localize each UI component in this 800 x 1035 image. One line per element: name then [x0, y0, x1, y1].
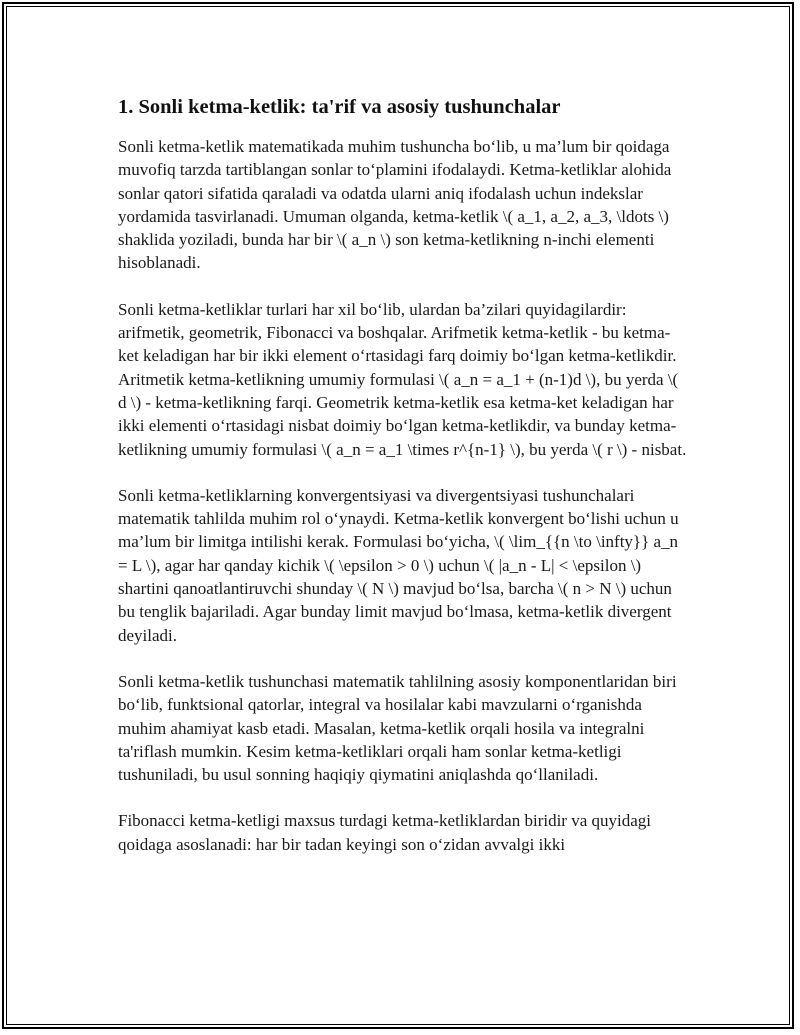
document-body	[118, 94, 688, 879]
paragraph-fibonacci: Fibonacci ketma-ketligi maxsus turdagi ketma-ketliklardan biridir va quyidagi qoidaga asoslanadi: har bir tadan keyingi son o‘zidan avvalgi ikki	[118, 811, 651, 854]
section-title: 1. Sonli ketma-ketlik: ta'rif va asosiy tushunchalar	[118, 96, 561, 118]
paragraph-convergence: Sonli ketma-ketliklarning konvergentsiyasi va divergentsiyasi tushunchalari matematik tahlilda muhim rol o‘ynaydi. Ketma-ketlik konvergent bo‘lishi uchun u ma’lum bir limitga intilishi kerak. Formulasi bo‘yicha, \( \lim_{{n \to \infty}} a_n = L \), agar har qanday kichik \( \epsilon > 0 \) uchun \( |a_n - L| < \epsilon \) shartini qanoatlantiruvchi shunday \( N \) mavjud bo‘lsa, barcha \( n > N \) uchun bu tenglik bajariladi. Agar bunday limit mavjud bo‘lmasa, ketma-ketlik divergent deyiladi.	[118, 485, 679, 645]
paragraph-sequence-types: Sonli ketma-ketliklar turlari har xil bo‘lib, ulardan ba’zilari quyidagilardir: arifmetik, geometrik, Fibonacci va boshqalar. Arifmetik ketma-ketlik - bu ketma-ket keladigan har bir ikki element o‘rtasidagi farq doimiy bo‘lgan ketma-ketlikdir. Aritmetik ketma-ketlikning umumiy formulasi \( a_n = a_1 + (n-1)d \), bu yerda \( d \) - ketma-ketlikning farqi. Geometrik ketma-ketlik esa ketma-ket keladigan har ikki elementi o‘rtasidagi nisbat doimiy bo‘lgan ketma-ketlikdir, va bunday ketma-ketlikning umumiy formulasi \( a_n = a_1 \times r^{n-1} \), bu yerda \( r \) - nisbat.	[118, 299, 687, 459]
paragraph-definition: Sonli ketma-ketlik matematikada muhim tushuncha bo‘lib, u ma’lum bir qoidaga muvofiq tarzda tartiblangan sonlar to‘plamini ifodalaydi. Ketma-ketliklar alohida sonlar qatori sifatida qaraladi va odatda ularni aniq ifodalash uchun indekslar yordamida tasvirlanadi. Umuman olganda, ketma-ketlik \( a_1, a_2, a_3, \ldots \) shaklida yoziladi, bunda har bir \( a_n \) son ketma-ketlikning n-inchi elementi hisoblanadi.	[118, 137, 672, 273]
paragraph-analysis: Sonli ketma-ketlik tushunchasi matematik tahlilning asosiy komponentlaridan biri bo‘lib, funktsional qatorlar, integral va hosilalar kabi mavzularni o‘rganishda muhim ahamiyat kasb etadi. Masalan, ketma-ketlik orqali hosila va integralni ta'riflash mumkin. Kesim ketma-ketliklari orqali ham sonlar ketma-ketligi tushuniladi, bu usul sonning haqiqiy qiymatini aniqlashda qo‘llaniladi.	[118, 671, 677, 785]
